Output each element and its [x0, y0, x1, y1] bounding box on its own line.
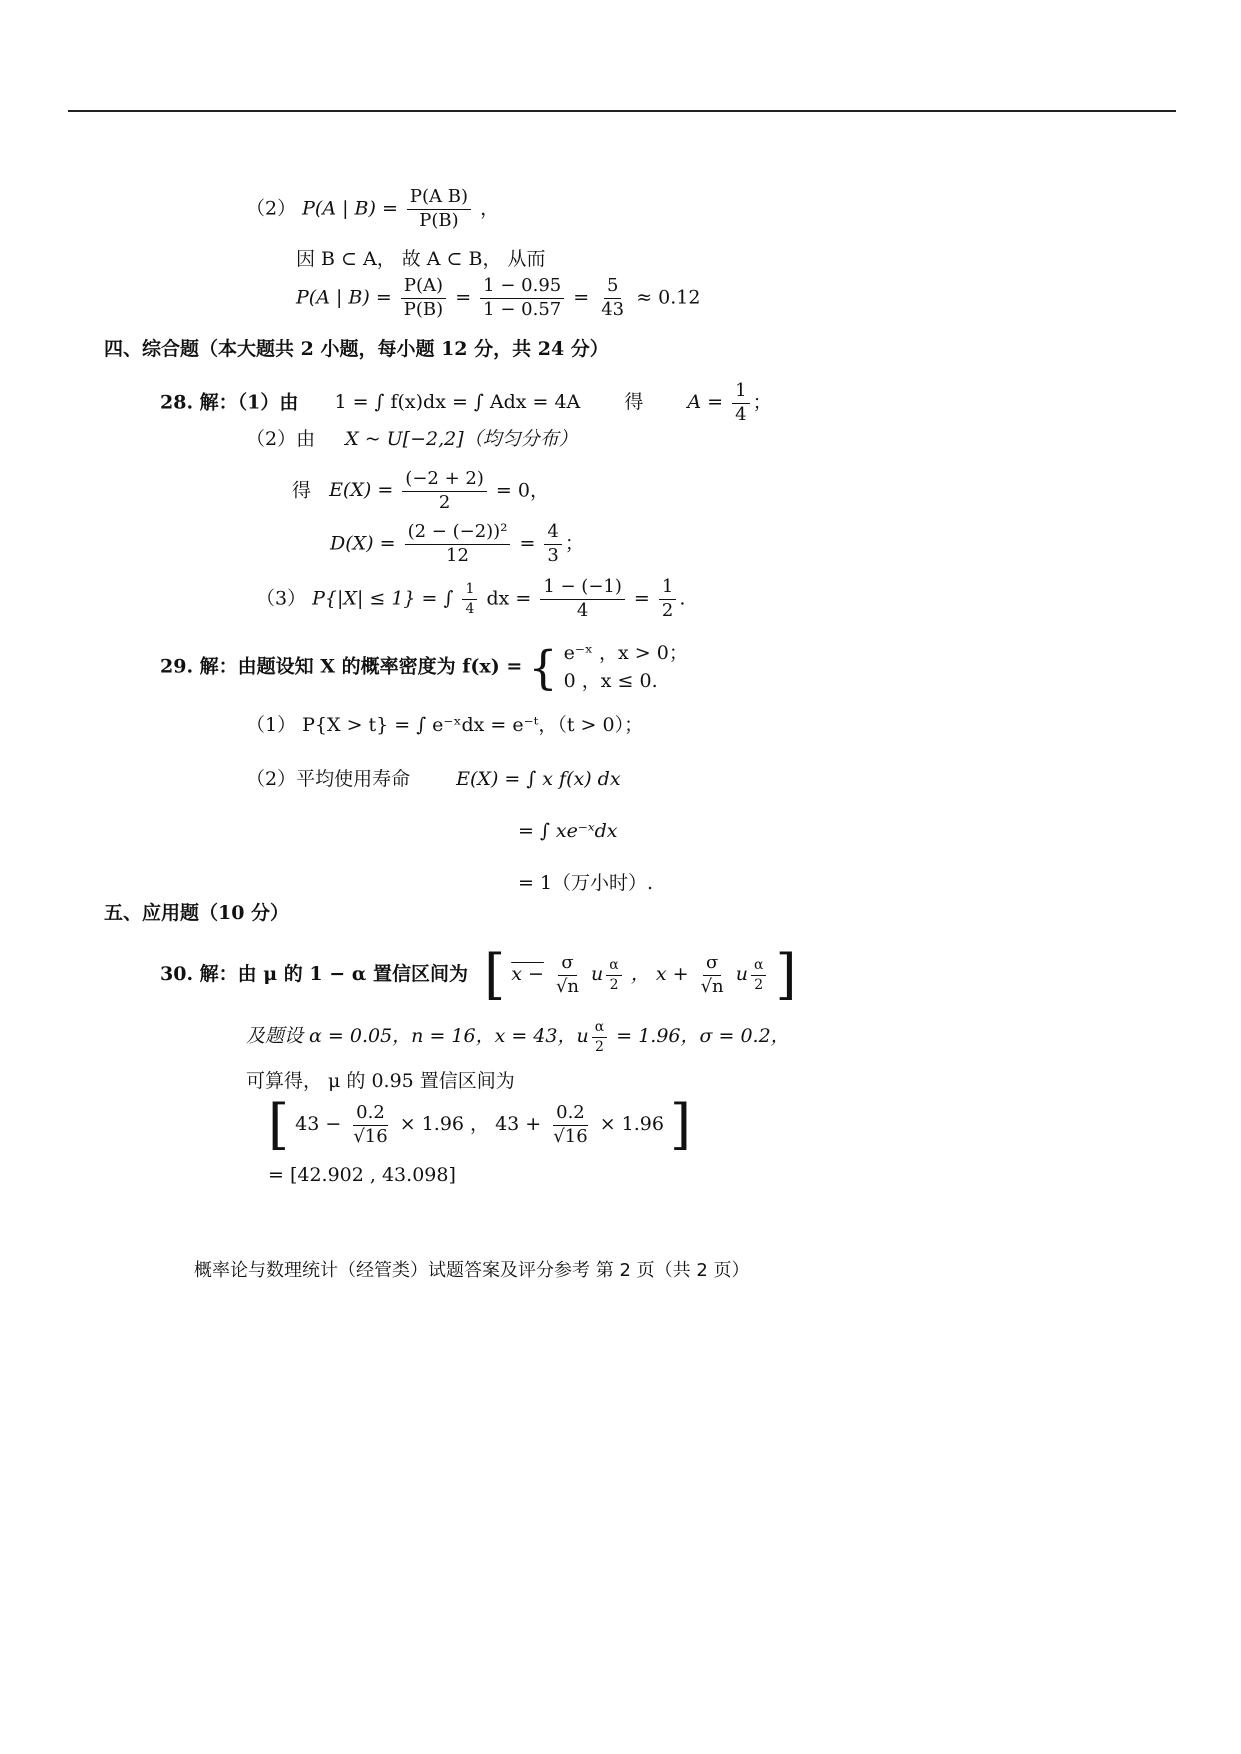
q29-result: = 1（万小时）. — [518, 872, 654, 894]
q28-part1: 28. 解：（1）由 1 = ∫ f(x)dx = ∫ Adx = 4A 得 A = $\frac{1}{4}$ ； — [160, 380, 772, 425]
q28-ex: 得 E(X) = $\frac{(-2 + 2)}{2}$ = 0， — [292, 468, 549, 513]
q30-interval-values: [ 43 − $\frac{0.2}{√16}$ × 1.96 ， 43 + $\frac{0.2}{√16}$ × 1.96 ] — [268, 1093, 692, 1156]
q28-part2: （2）由 X ~ U[−2,2]（均匀分布） — [246, 428, 578, 450]
q27-reason: 因 B ⊂ A， 故 A ⊂ B， 从而 — [296, 248, 546, 270]
q30-result: = [42.902 , 43.098] — [268, 1164, 456, 1186]
q28-part3: （3） P{|X| ≤ 1} = ∫ $\frac{1}{4}$ dx = $\frac{1 - (-1)}{4}$ = $\frac{1}{2}$ . — [256, 576, 686, 621]
page-footer: 概率论与数理统计（经管类）试题答案及评分参考 第 2 页（共 2 页） — [194, 1260, 750, 1281]
q29-part1: （1） P{X > t} = ∫ e⁻ˣdx = e⁻ᵗ，（t > 0）； — [246, 714, 644, 736]
q29-part2: （2）平均使用寿命 E(X) = ∫ x f(x) dx — [246, 768, 621, 790]
q27-part2-formula: （2） P(A | B) = $\frac{\text{P(A B)}}{P(B)}$ ， — [246, 186, 500, 231]
section-4-heading: 四、综合题（本大题共 2 小题，每小题 12 分，共 24 分） — [104, 338, 609, 360]
q30-calc: 可算得， μ 的 0.95 置信区间为 — [246, 1070, 515, 1092]
q27-result: P(A | B) = $\frac{P(A)}{P(B)}$ = $\frac{1 - 0.95}{1 - 0.57}$ = $\frac{5}{43}$ ≈ 0.12 — [296, 275, 701, 320]
q29-density: 29. 解：由题设知 X 的概率密度为 f(x) = { e⁻ˣ ，x > 0； 0 ，x ≤ 0. — [160, 640, 688, 695]
q28-dx: D(X) = $\frac{\text{(2 − (−2))²}}{12}$ = $\frac{4}{3}$ ； — [330, 521, 584, 566]
q30-interval-formula: 30. 解：由 μ 的 1 − α 置信区间为 [ x − $\frac{\sigma}{√n}$ u $\frac{\alpha}{2}$ ， x + $\frac{\sigma}{√n}$ u $\frac{\alpha}{2}$ ] — [160, 943, 797, 1006]
q29-step: = ∫ xe⁻ˣdx — [518, 820, 618, 842]
header-rule — [68, 110, 1176, 112]
section-5-heading: 五、应用题（10 分） — [104, 902, 290, 924]
q30-given: 及题设 α = 0.05，n = 16，x = 43，u $\frac{\alpha}{2}$ = 1.96，σ = 0.2， — [246, 1019, 790, 1055]
